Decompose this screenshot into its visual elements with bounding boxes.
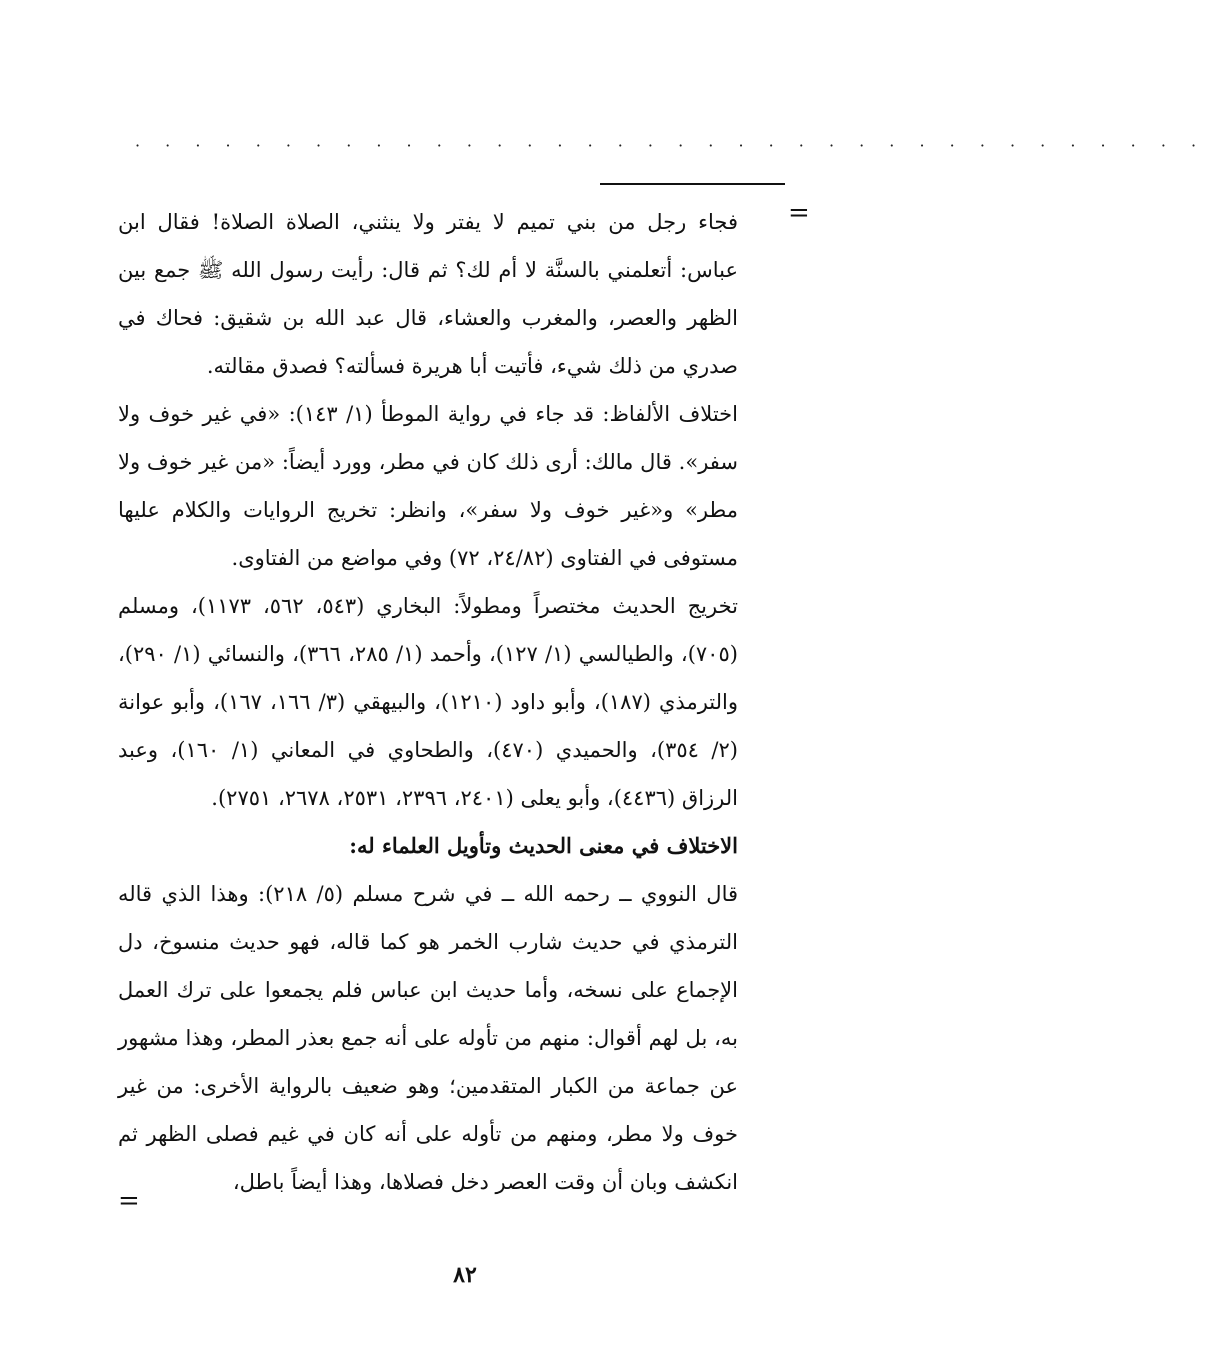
- continuation-mark-top: =: [788, 198, 810, 228]
- paragraph-nawawi-commentary: قال النووي ــ رحمه الله ــ في شرح مسلم (٥/ ٢١٨): وهذا الذي قاله الترمذي في حديث شارب الخمر هو كما قاله، فهو حديث منسوخ، دل الإجماع على نسخه، وأما حديث ابن عباس فلم يجمعوا على ترك العمل به، بل لهم أقوال: منهم من تأوله على أنه جمع بعذر المطر، وهذا مشهور عن جماعة من الكبار المتقدمين؛ وهو ضعيف بالرواية الأخرى: من غير خوف ولا مطر، ومنهم من تأوله على أنه كان في غيم فصلى الظهر ثم انكشف وبان أن وقت العصر دخل فصلاها، وهذا أيضاً باطل،: [118, 882, 739, 1194]
- footnote-text: [118, 198, 738, 1206]
- paragraph-wording-differences: اختلاف الألفاظ: قد جاء في رواية الموطأ (١/ ١٤٣): «في غير خوف ولا سفر». قال مالك: أرى ذلك كان في مطر، وورد أيضاً: «من غير خوف ولا مطر» و«غير خوف ولا سفر»، وانظر: تخريج الروايات والكلام عليها مستوفى في الفتاوى (٢٤/٨٢، ٧٢) وفي مواضع من الفتاوى.: [118, 402, 738, 570]
- paragraph-hadith-narration: فجاء رجل من بني تميم لا يفتر ولا ينثني، الصلاة الصلاة! فقال ابن عباس: أتعلمني بالسنَّة لا أم لك؟ ثم قال: رأيت رسول الله ﷺ جمع بين الظهر والعصر، والمغرب والعشاء، قال عبد الله بن شقيق: فحاك في صدري من ذلك شيء، فأتيت أبا هريرة فسألته؟ فصدق مقالته.: [118, 210, 738, 378]
- section-heading: الاختلاف في معنى الحديث وتأويل العلماء له:: [349, 833, 738, 858]
- page-number: ٨٢: [453, 1262, 477, 1288]
- paragraph-hadith-sources: تخريج الحديث مختصراً ومطولاً: البخاري (٥٤٣، ٥٦٢، ١١٧٣)، ومسلم (٧٠٥)، والطيالسي (١/ ١٢٧)، وأحمد (١/ ٢٨٥، ٣٦٦)، والنسائي (١/ ٢٩٠)، والترمذي (١٨٧)، وأبو داود (١٢١٠)، والبيهقي (٣/ ١٦٦، ١٦٧)، وأبو عوانة (٢/ ٣٥٤)، والحميدي (٤٧٠)، والطحاوي في المعاني (١/ ١٦٠)، وعبد الرزاق (٤٤٣٦)، وأبو يعلى (٢٤٠١، ٢٣٩٦، ٢٥٣١، ٢٦٧٨، ٢٧٥١).: [118, 594, 739, 810]
- footnote-rule: [600, 183, 785, 185]
- dotted-separator: · · · · · · · · · · · · · · · · · · · · · · · · · · · · · · · · · · · ·: [135, 136, 1206, 155]
- continuation-mark-bottom: =: [118, 1186, 140, 1216]
